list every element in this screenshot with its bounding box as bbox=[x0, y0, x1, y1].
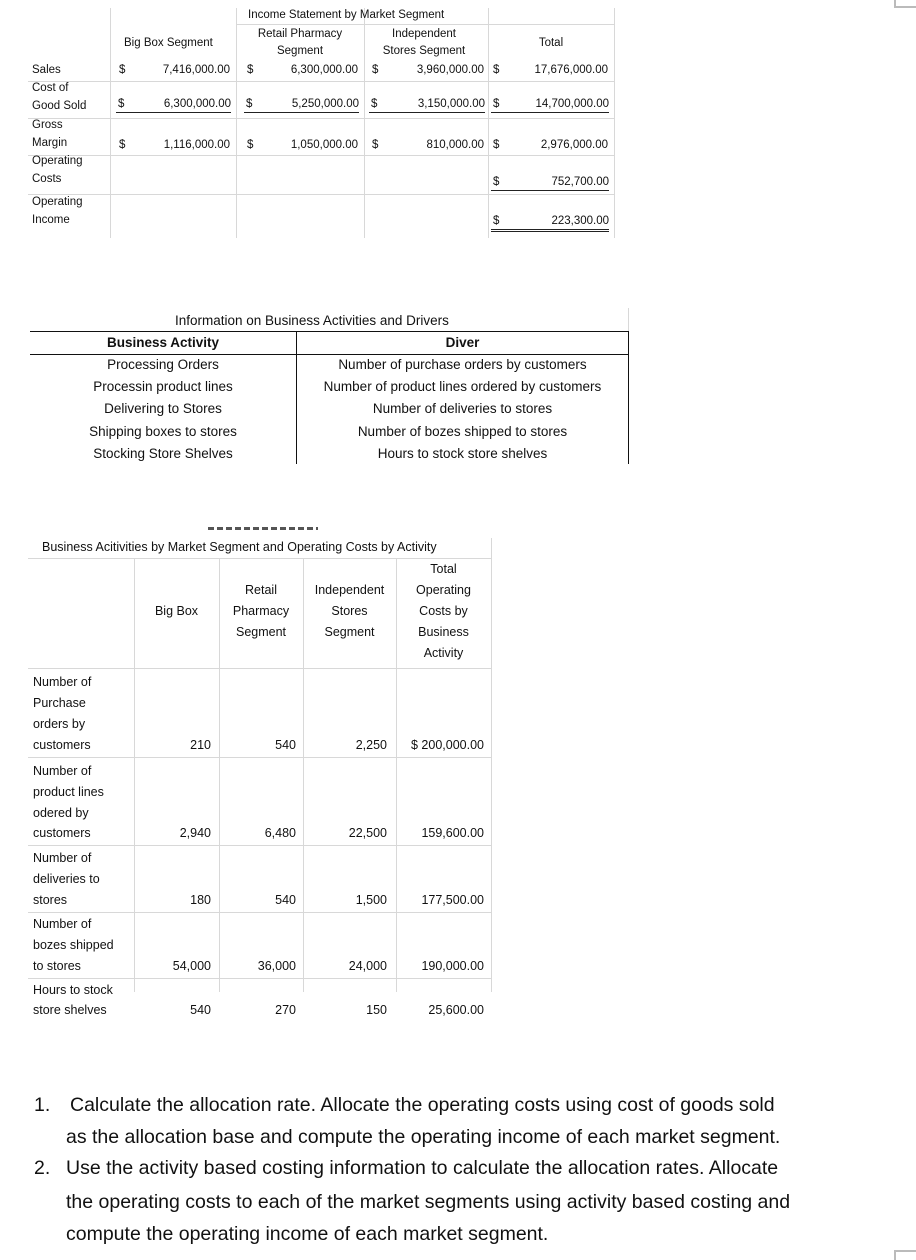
currency-symbol: $ bbox=[372, 64, 379, 76]
row-label-line: customers bbox=[33, 738, 91, 752]
grid-line bbox=[628, 308, 629, 332]
header-retail-1: Retail Pharmacy bbox=[257, 28, 343, 40]
header-independent-2: Stores Segment bbox=[382, 45, 466, 57]
cell-big-box: 1,116,000.00 bbox=[163, 139, 230, 151]
currency-symbol: $ bbox=[371, 98, 378, 110]
cell-retail: 36,000 bbox=[257, 959, 296, 973]
row-label-line: customers bbox=[33, 826, 91, 840]
currency-symbol: $ bbox=[493, 215, 500, 227]
row-label-line: deliveries to bbox=[33, 872, 100, 886]
underlined-cell bbox=[491, 98, 609, 113]
question-line: compute the operating income of each market segment. bbox=[66, 1223, 549, 1245]
row-label: Gross bbox=[32, 119, 63, 131]
grid-line bbox=[28, 558, 491, 559]
cell-big-box: 180 bbox=[190, 893, 211, 907]
currency-symbol: $ bbox=[493, 139, 500, 151]
activity-cell: Processing Orders bbox=[107, 357, 219, 372]
header-total-line: Costs by bbox=[419, 604, 468, 618]
cell-total: 190,000.00 bbox=[421, 959, 484, 973]
grid-line bbox=[236, 24, 614, 25]
row-label: Margin bbox=[32, 137, 68, 149]
cell-independent: 2,250 bbox=[355, 738, 387, 752]
cropped-text-remnant bbox=[208, 527, 318, 530]
row-label-line: stores bbox=[33, 893, 68, 907]
question-line: as the allocation base and compute the operating income of each market segment. bbox=[66, 1126, 781, 1148]
grid-line bbox=[28, 668, 491, 669]
driver-cell: Number of deliveries to stores bbox=[372, 401, 553, 416]
row-label-line: Number of bbox=[33, 764, 92, 778]
cell-big-box: 540 bbox=[190, 1003, 211, 1017]
row-label: Income bbox=[32, 214, 70, 226]
grid-line bbox=[614, 8, 615, 238]
activity-cell: Shipping boxes to stores bbox=[89, 424, 237, 439]
grid-line bbox=[28, 757, 491, 758]
currency-symbol: $ bbox=[119, 64, 126, 76]
row-label-line: Hours to stock bbox=[33, 983, 113, 997]
driver-cell: Hours to stock store shelves bbox=[377, 446, 548, 461]
header-big-box: Big Box bbox=[154, 604, 199, 618]
header-big-box: Big Box Segment bbox=[124, 37, 213, 49]
currency-symbol: $ bbox=[493, 98, 500, 110]
header-retail-line: Pharmacy bbox=[232, 604, 290, 618]
header-independent-line: Independent bbox=[314, 583, 385, 597]
cell-big-box: 54,000 bbox=[172, 959, 211, 973]
grid-line bbox=[491, 538, 492, 992]
driver-cell: Number of bozes shipped to stores bbox=[357, 424, 568, 439]
grid-line bbox=[28, 194, 614, 195]
cell-retail: 6,300,000.00 bbox=[290, 64, 358, 76]
cell-big-box: 7,416,000.00 bbox=[162, 64, 230, 76]
row-label-line: Number of bbox=[33, 851, 92, 865]
driver-cell: Number of product lines ordered by customers bbox=[323, 379, 602, 394]
header-business-activity: Business Activity bbox=[106, 335, 220, 350]
row-label-line: to stores bbox=[33, 959, 81, 973]
header-driver: Diver bbox=[445, 335, 480, 350]
cell-big-box: 2,940 bbox=[179, 826, 211, 840]
currency-symbol: $ bbox=[372, 139, 379, 151]
row-label: Good Sold bbox=[32, 100, 87, 112]
row-label-line: product lines bbox=[33, 785, 104, 799]
question-line: the operating costs to each of the market segments using activity based costing and bbox=[66, 1191, 791, 1213]
activities-table-title: Information on Business Activities and Drivers bbox=[175, 313, 449, 328]
question-number: 1. bbox=[34, 1094, 51, 1116]
cell-total: 17,676,000.00 bbox=[534, 64, 608, 76]
column-divider bbox=[628, 331, 629, 464]
header-retail-line: Retail bbox=[245, 583, 277, 597]
cell-independent: 150 bbox=[366, 1003, 387, 1017]
grid-line bbox=[28, 978, 491, 979]
grid-line bbox=[28, 912, 491, 913]
row-label: Cost of bbox=[32, 82, 69, 94]
row-label-line: Purchase bbox=[33, 696, 86, 710]
row-label: Sales bbox=[32, 64, 61, 76]
cell-big-box: 6,300,000.00 bbox=[163, 98, 231, 110]
grid-line bbox=[396, 558, 397, 992]
header-total: Total bbox=[538, 37, 564, 49]
grid-line bbox=[28, 155, 614, 156]
cell-total: $ 200,000.00 bbox=[411, 738, 484, 752]
grid-line bbox=[28, 81, 614, 82]
cell-total: 177,500.00 bbox=[421, 893, 484, 907]
currency-symbol: $ bbox=[247, 139, 254, 151]
currency-symbol: $ bbox=[493, 64, 500, 76]
header-retail-line: Segment bbox=[235, 625, 287, 639]
cell-independent: 3,960,000.00 bbox=[416, 64, 484, 76]
cell-total: 14,700,000.00 bbox=[535, 98, 609, 110]
currency-symbol: $ bbox=[118, 98, 125, 110]
question-line: Calculate the allocation rate. Allocate the operating costs using cost of goods sold bbox=[70, 1094, 775, 1116]
page-corner-mark bbox=[894, 0, 916, 8]
grid-line bbox=[303, 558, 304, 992]
cell-total: 2,976,000.00 bbox=[540, 139, 608, 151]
activity-cell: Delivering to Stores bbox=[104, 401, 222, 416]
header-independent-1: Independent bbox=[392, 28, 456, 40]
segment-activities-title: Business Acitivities by Market Segment and Operating Costs by Activity bbox=[42, 540, 437, 554]
header-independent-line: Stores bbox=[331, 604, 368, 618]
grid-line bbox=[28, 845, 491, 846]
cell-independent: 22,500 bbox=[348, 826, 387, 840]
question-number: 2. bbox=[34, 1157, 51, 1179]
grid-line bbox=[28, 118, 614, 119]
cell-retail: 6,480 bbox=[264, 826, 296, 840]
column-divider bbox=[296, 331, 297, 464]
grid-line bbox=[236, 8, 237, 238]
header-retail-2: Segment bbox=[276, 45, 324, 57]
cell-independent: 1,500 bbox=[355, 893, 387, 907]
grid-line bbox=[110, 8, 111, 238]
cell-total: 159,600.00 bbox=[421, 826, 484, 840]
header-total-line: Total bbox=[430, 562, 457, 576]
cell-independent: 24,000 bbox=[348, 959, 387, 973]
table-rule bbox=[30, 354, 629, 355]
grid-line bbox=[364, 8, 365, 238]
underlined-cell bbox=[369, 98, 485, 113]
row-label-line: bozes shipped bbox=[33, 938, 114, 952]
header-total-line: Operating bbox=[416, 583, 471, 597]
row-label-line: odered by bbox=[33, 806, 89, 820]
cell-retail: 540 bbox=[275, 893, 296, 907]
question-line: Use the activity based costing information to calculate the allocation rates. Allocate bbox=[66, 1157, 779, 1179]
driver-cell: Number of purchase orders by customers bbox=[338, 357, 587, 372]
activity-cell: Processin product lines bbox=[93, 379, 233, 394]
cell-big-box: 210 bbox=[190, 738, 211, 752]
page-corner-mark bbox=[894, 1250, 916, 1260]
table-rule bbox=[30, 331, 629, 332]
row-label: Costs bbox=[32, 173, 62, 185]
header-total-line: Activity bbox=[423, 646, 464, 660]
currency-symbol: $ bbox=[247, 64, 254, 76]
cell-total: 752,700.00 bbox=[551, 176, 609, 188]
cell-retail: 5,250,000.00 bbox=[291, 98, 359, 110]
activity-cell: Stocking Store Shelves bbox=[93, 446, 233, 461]
grid-line bbox=[134, 558, 135, 992]
row-label-line: Number of bbox=[33, 675, 92, 689]
row-label-line: Number of bbox=[33, 917, 92, 931]
cell-total: 223,300.00 bbox=[551, 215, 609, 227]
row-label: Operating bbox=[32, 155, 83, 167]
cell-retail: 540 bbox=[275, 738, 296, 752]
currency-symbol: $ bbox=[119, 139, 126, 151]
row-label-line: orders by bbox=[33, 717, 86, 731]
double-underlined-cell bbox=[491, 215, 609, 232]
cell-independent: 3,150,000.00 bbox=[417, 98, 485, 110]
header-independent-line: Segment bbox=[324, 625, 375, 639]
cell-total: 25,600.00 bbox=[428, 1003, 484, 1017]
cell-independent: 810,000.00 bbox=[426, 139, 484, 151]
cell-retail: 1,050,000.00 bbox=[290, 139, 358, 151]
income-statement-title: Income Statement by Market Segment bbox=[248, 9, 445, 21]
cell-retail: 270 bbox=[275, 1003, 296, 1017]
currency-symbol: $ bbox=[246, 98, 253, 110]
underlined-cell bbox=[244, 98, 359, 113]
grid-line bbox=[219, 558, 220, 992]
underlined-cell bbox=[116, 98, 231, 113]
row-label: Operating bbox=[32, 196, 83, 208]
currency-symbol: $ bbox=[493, 176, 500, 188]
header-total-line: Business bbox=[418, 625, 469, 639]
underlined-cell bbox=[491, 176, 609, 191]
row-label-line: store shelves bbox=[33, 1003, 107, 1017]
